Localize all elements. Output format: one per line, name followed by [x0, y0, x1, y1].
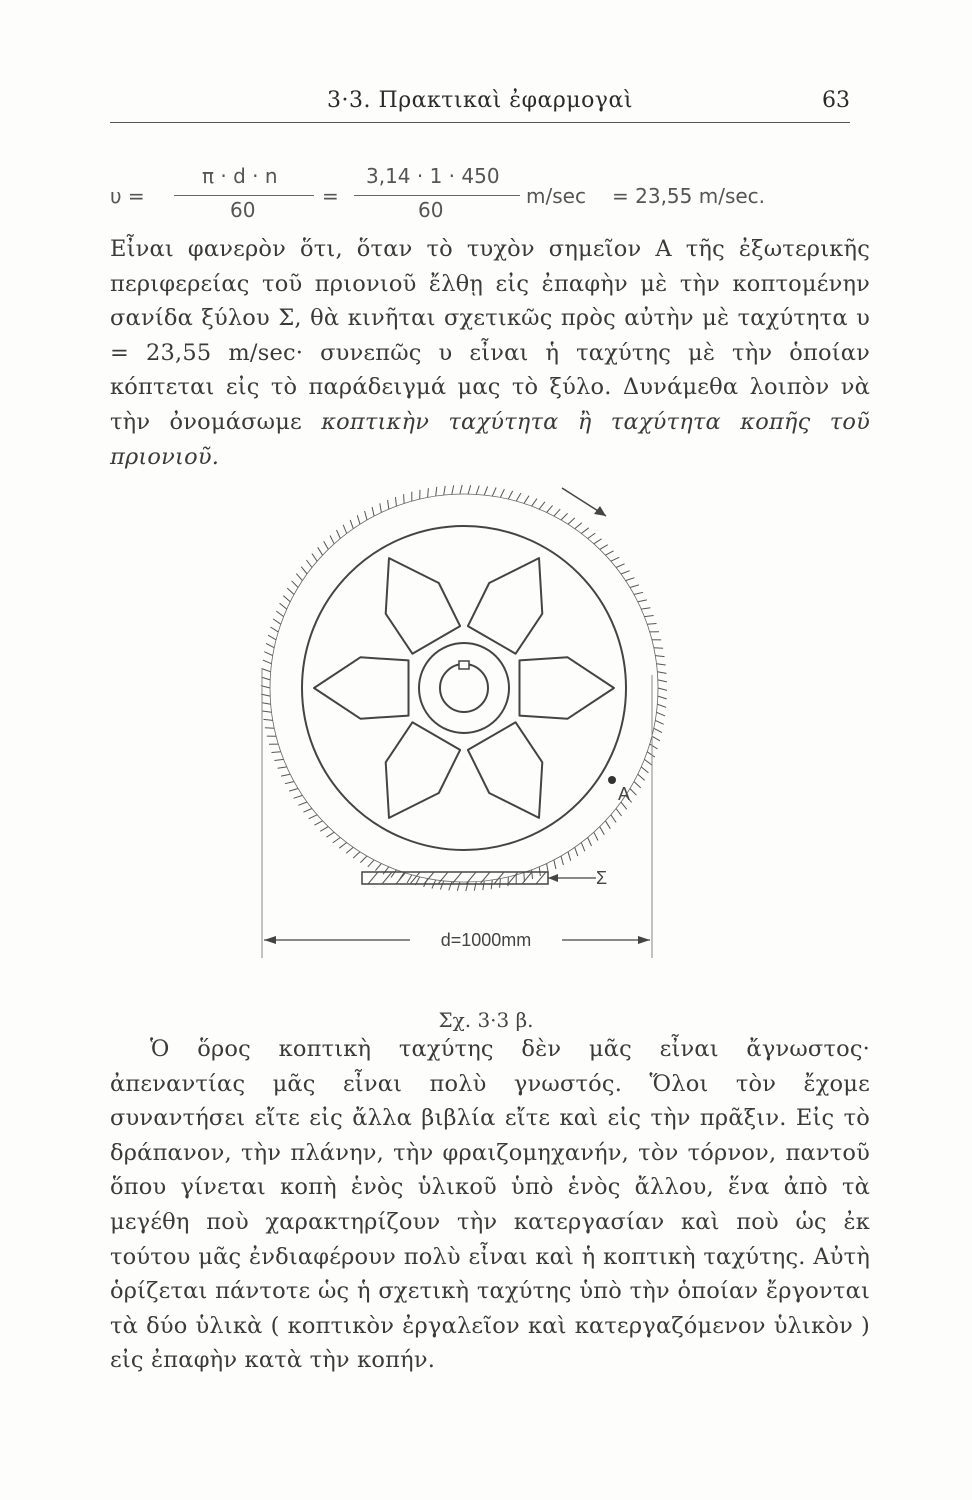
formula-result: = 23,55 m/sec.	[612, 184, 766, 208]
point-a-label: A	[618, 784, 631, 804]
fraction1-bar	[174, 195, 314, 196]
circular-saw-figure	[240, 470, 680, 1010]
board-leader-arrow	[548, 874, 558, 882]
spoke-window	[386, 558, 460, 654]
formula-lhs: υ =	[110, 184, 145, 208]
page-number: 63	[822, 88, 850, 113]
board-label: Σ	[596, 868, 608, 888]
paragraph-1-emphasis: κοπτικὴν ταχύτητα ἢ ταχύτητα κοπῆς τοῦ πριονιοῦ.	[110, 408, 870, 470]
paragraph-1	[110, 232, 870, 474]
spoke-window	[386, 722, 460, 818]
rotation-arrow-head	[594, 506, 606, 516]
fraction2-numerator: 3,14 · 1 · 450	[366, 164, 500, 188]
fraction2-bar	[354, 195, 520, 196]
formula-unit: m/sec	[526, 184, 586, 208]
dimension-label: d=1000mm	[440, 930, 532, 950]
formula-equals: =	[322, 184, 339, 208]
spoke-window	[314, 657, 409, 718]
spoke-window	[468, 558, 542, 654]
saw-teeth-base	[270, 494, 658, 882]
figure-caption: Σχ. 3·3 β.	[438, 1008, 534, 1032]
saw-hub-outer	[419, 643, 509, 733]
fraction1-numerator: π · d · n	[202, 164, 278, 188]
fraction2-denominator: 60	[418, 198, 444, 222]
saw-keyway	[459, 661, 469, 669]
paragraph-2-text: Ὁ ὅρος κοπτικὴ ταχύτης δὲν μᾶς εἶναι ἄγνωστος· ἀπεναντίας μᾶς εἶναι πολὺ γνωστός. Ὅλοι τὸν ἔχομε συναντήσει εἴτε εἰς ἄλλα βιβλία εἴτε καὶ εἰς τὴν πρᾶξιν. Εἰς τὸ δράπανον, τὴν πλάνην, τὴν φραιζομηχανήν, τὸν τόρνον, παντοῦ ὅπου γίνεται κοπὴ ἑνὸς ὑλικοῦ ὑπὸ ἑνὸς ἄλλου, ἕνα ἀπὸ τὰ μεγέθη ποὺ χαρακτηρίζουν τὴν κατεργασίαν καὶ ποὺ ὡς ἐκ τούτου μᾶς ἐνδιαφέρουν πολὺ εἶναι καὶ ἡ κοπτικὴ ταχύτης. Αὐτὴ ὁρίζεται πάντοτε ὡς ἡ σχετικὴ ταχύτης ὑπὸ τὴν ὁποίαν ἔργονται τὰ δύο ὑλικὰ ( κοπτικὸν ἐργαλεῖον καὶ κατεργαζόμενον ὑλικὸν ) εἰς ἐπαφὴν κατὰ τὴν κοπήν.	[110, 1036, 870, 1374]
saw-teeth	[261, 485, 667, 891]
fraction1-denominator: 60	[230, 198, 256, 222]
saw-hub-bore	[440, 664, 488, 712]
velocity-formula	[110, 162, 870, 232]
point-a-marker	[608, 776, 616, 784]
saw-spoke-windows	[314, 558, 614, 818]
page-header	[110, 88, 850, 123]
paragraph-2	[110, 1032, 870, 1378]
paragraph-1-text: Εἶναι φανερὸν ὅτι, ὅταν τὸ τυχὸν σημεῖον Α τῆς ἐξωτερικῆς περιφερείας τοῦ πριονιοῦ ἔλθῃ εἰς ἐπαφὴν μὲ τὴν κοπτομένην σανίδα ξύλου Σ, θὰ κινῆται σχετικῶς πρὸς αὐτὴν μὲ ταχύτητα υ = 23,55 m/sec· συνεπῶς υ εἶναι ἡ ταχύτης μὲ τὴν ὁποίαν κόπτεται εἰς τὸ παράδειγμά μας τὸ ξύλο. Δυνάμεθα λοιπὸν νὰ τὴν ὀνομάσωμε	[110, 236, 870, 435]
saw-rim	[302, 526, 626, 850]
section-title: 3·3. Πρακτικαὶ ἐφαρμογαὶ	[327, 88, 633, 113]
spoke-window	[468, 722, 542, 818]
saw-teeth-marks	[261, 485, 667, 891]
spoke-window	[520, 657, 615, 718]
